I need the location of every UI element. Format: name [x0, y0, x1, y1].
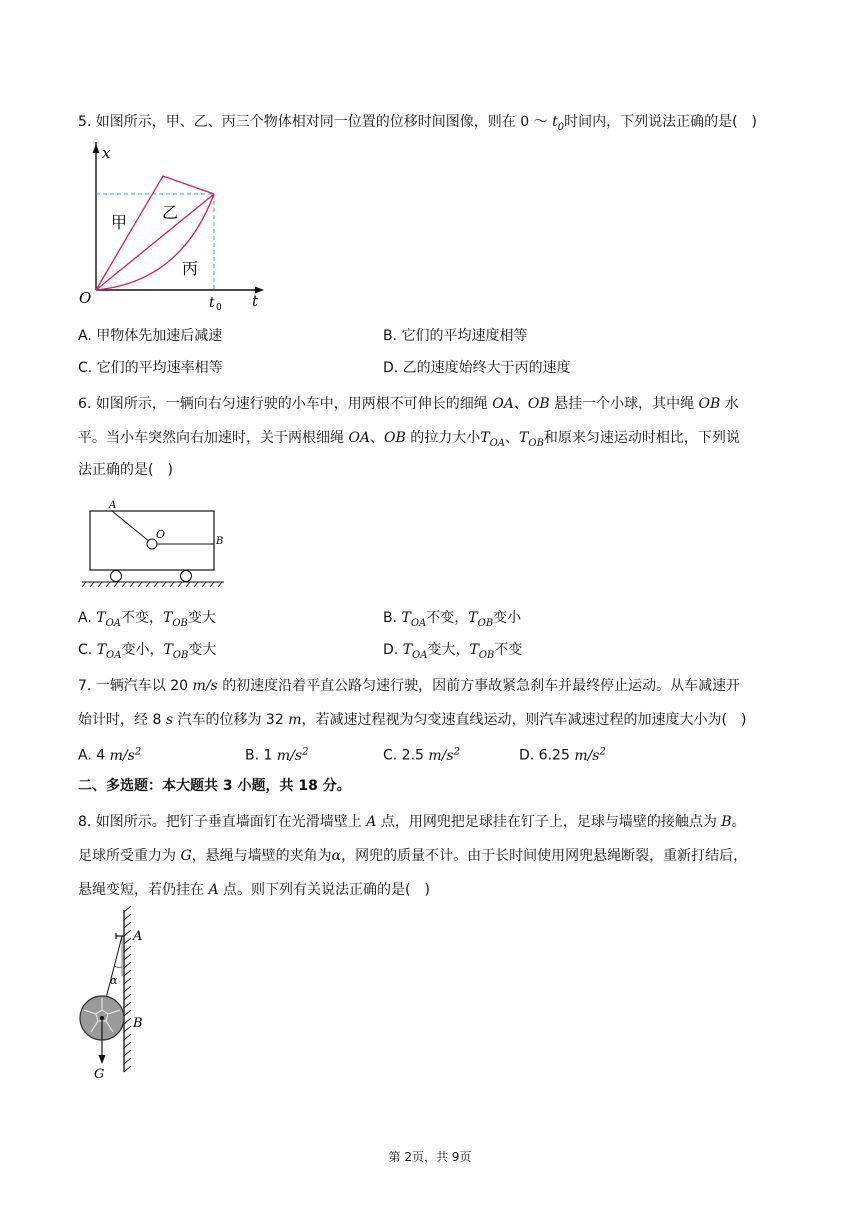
- rope: [104, 936, 122, 1006]
- q5-option-a: A. 甲物体先加速后减速: [78, 328, 223, 344]
- label-g: G: [94, 1067, 105, 1082]
- t-axis-label: t: [252, 292, 259, 310]
- section-heading: 二、多选题：本大题共 3 小题，共 18 分。: [78, 778, 351, 794]
- q6-option-c: C. $T_{OA}$变小，$T_{OB}$变大: [78, 642, 217, 661]
- q5-xt-graph: [76, 142, 276, 310]
- label-b: B: [133, 1016, 143, 1031]
- q8-line-3: 悬绳变短，若仍挂在 A 点。则下列有关说法正确的是( ): [78, 882, 430, 898]
- rope-oa: [112, 511, 150, 542]
- gravity-arrow-icon: [99, 1055, 106, 1064]
- label-jia: 甲: [111, 213, 128, 232]
- q5-option-c: C. 它们的平均速率相等: [78, 360, 223, 376]
- q6-line-1: 6. 如图所示，一辆向右匀速行驶的小车中，用两根不可伸长的细绳 OA、OB 悬挂一个小球，其中绳 OB 水: [78, 396, 739, 412]
- t0-sub-label: 0: [216, 303, 222, 310]
- q6-option-a: A. $T_{OA}$不变，$T_{OB}$变大: [78, 610, 216, 629]
- angle-arc: [114, 966, 122, 967]
- label-bing: 丙: [182, 259, 199, 278]
- x-axis-label: x: [102, 144, 111, 162]
- q7-option-c: C. 2.5 $m/s^2$: [383, 746, 460, 764]
- t0-symbol: $t_0$: [552, 114, 565, 133]
- ground-hatching: [82, 582, 222, 587]
- label-a: A: [109, 500, 117, 511]
- q6-line-3: 法正确的是( ): [78, 462, 173, 478]
- q7-line-2: 始计时，经 8 s 汽车的位移为 32 m，若减速过程视为匀变速直线运动，则汽车减速过程的加速度大小为( ): [78, 712, 747, 728]
- q8-line-2: 足球所受重力为 G，悬绳与墙壁的夹角为α，网兜的质量不计。由于长时间使用网兜悬绳断裂，重新打结后，: [78, 848, 748, 864]
- origin-label: O: [79, 289, 92, 307]
- page-footer: 第 2页，共 9页: [388, 1150, 472, 1164]
- q7-option-a: A. 4 $m/s^2$: [78, 746, 142, 764]
- q6-option-b: B. $T_{OA}$不变，$T_{OB}$变小: [383, 610, 522, 629]
- q6-line-2: 平。当小车突然向右加速时，关于两根细绳 OA、OB 的拉力大小$T_{OA}$、$T_{OB}$和原来匀速运动时相比，下列说: [78, 430, 740, 449]
- label-alpha: α: [110, 974, 118, 987]
- label-a: A: [133, 929, 143, 944]
- q6-option-d: D. $T_{OA}$变大，$T_{OB}$不变: [383, 642, 523, 661]
- t0-label: t: [209, 295, 215, 310]
- wheel-right: [181, 571, 192, 582]
- q5-option-d: D. 乙的速度始终大于丙的速度: [383, 360, 571, 376]
- q6-cart-figure: [80, 496, 230, 588]
- label-o: O: [156, 528, 166, 541]
- label-b: B: [216, 536, 224, 547]
- q7-option-d: D. 6.25 $m/s^2$: [519, 746, 606, 764]
- x-axis-arrow-icon: [93, 144, 100, 153]
- q8-line-1: 8. 如图所示。把钉子垂直墙面钉在光滑墙壁上 A 点，用网兜把足球挂在钉子上，足球与墙壁的接触点为 B。: [78, 814, 746, 830]
- wheel-left: [111, 571, 122, 582]
- q7-line-1: 7. 一辆汽车以 20 m/s 的初速度沿着平直公路匀速行驶，因前方事故紧急刹车并最终停止运动。从车减速开: [78, 678, 741, 694]
- wall-hatching: [124, 906, 131, 1072]
- q7-option-b: B. 1 $m/s^2$: [245, 746, 309, 764]
- label-yi: 乙: [162, 203, 179, 222]
- q5-option-b: B. 它们的平均速度相等: [383, 328, 528, 344]
- q5-stem: 5. 如图所示，甲、乙、丙三个物体相对同一位置的位移时间图像，则在 0 ～ $t_0$时间内，下列说法正确的是( ): [78, 114, 758, 133]
- q8-wall-figure: [74, 906, 154, 1084]
